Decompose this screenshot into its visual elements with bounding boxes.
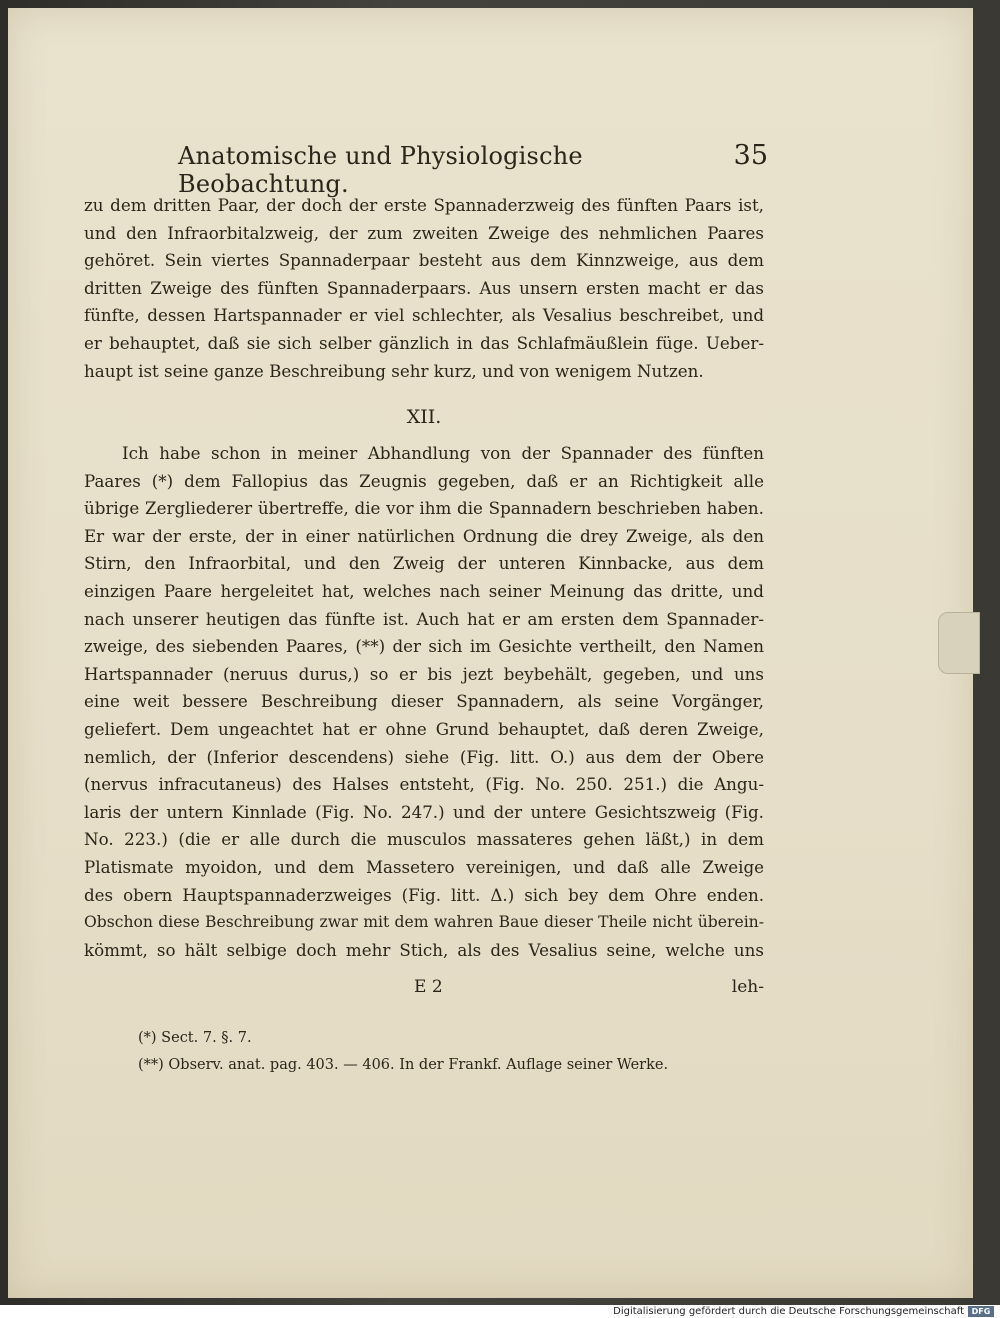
- paragraph-1: [84, 192, 764, 385]
- text-line: nemlich, der (Inferior descendens) siehe (Fig. litt. O.) aus dem der Obere: [84, 746, 764, 767]
- text-line: gehöret. Sein viertes Spannaderpaar besteht aus dem Kinnzweige, aus dem: [84, 250, 764, 271]
- text-line: No. 223.) (die er alle durch die musculos massateres gehen läßt,) in dem: [84, 829, 764, 850]
- text-line: Ich habe schon in meiner Abhandlung von der Spannader des fünften: [122, 443, 764, 463]
- signature-mark: E 2: [414, 977, 443, 997]
- running-title: Anatomische und Physiologische Beobachtung.: [178, 142, 583, 198]
- text-line: Obschon diese Beschreibung zwar mit dem wahren Baue dieser Theile nicht überein-: [84, 913, 764, 932]
- running-header: [178, 140, 768, 198]
- text-line: des obern Hauptspannaderzweiges (Fig. litt. Δ.) sich bey dem Ohre enden.: [84, 884, 764, 905]
- text-line: Paares (*) dem Fallopius das Zeugnis gegeben, daß er an Richtigkeit alle: [84, 470, 764, 491]
- digitization-footer: [0, 1305, 1000, 1318]
- catchword: leh-: [731, 977, 764, 997]
- text-line: Hartspannader (neruus durus,) so er bis jezt beybehält, gegeben, und uns: [84, 663, 764, 684]
- signature-line: [84, 973, 764, 1001]
- text-line: übrige Zergliederer übertreffe, die vor ihm die Spannadern beschrieben haben.: [84, 498, 764, 519]
- text-line: zu dem dritten Paar, der doch der erste Spannaderzweig des fünften Paars ist,: [84, 195, 764, 215]
- text-line: fünfte, dessen Hartspannader er viel schlechter, als Vesalius beschreibet, und: [84, 305, 764, 326]
- funding-credit: Digitalisierung gefördert durch die Deutsche Forschungsgemeinschaft: [613, 1306, 964, 1317]
- text-line: haupt ist seine ganze Beschreibung sehr kurz, und von wenigem Nutzen.: [84, 360, 704, 381]
- dfg-logo: DFG: [968, 1306, 994, 1317]
- footnote-1: (*) Sect. 7. §. 7.: [138, 1030, 252, 1046]
- text-line: Platismate myoidon, und dem Massetero vereinigen, und daß alle Zweige: [84, 856, 764, 877]
- page-number: 35: [733, 140, 768, 171]
- text-line: Stirn, den Infraorbital, und den Zweig der unteren Kinnbacke, aus dem: [84, 553, 764, 574]
- footnote-2: (**) Observ. anat. pag. 403. — 406. In der Frankf. Auflage seiner Werke.: [138, 1057, 669, 1073]
- text-line: nach unserer heutigen das fünfte ist. Auch hat er am ersten dem Spannader-: [84, 608, 764, 629]
- text-line: und den Infraorbitalzweig, der zum zweiten Zweige des nehmlichen Paares: [84, 222, 764, 243]
- paragraph-2: [84, 440, 764, 964]
- section-heading: XII.: [406, 406, 442, 428]
- text-line: dritten Zweige des fünften Spannaderpaars. Aus unsern ersten macht er das: [84, 277, 764, 298]
- text-line: Er war der erste, der in einer natürlichen Ordnung die drey Zweige, als den: [84, 525, 764, 546]
- text-line: kömmt, so hält selbige doch mehr Stich, als des Vesalius seine, welche uns: [84, 939, 764, 960]
- text-line: geliefert. Dem ungeachtet hat er ohne Grund behauptet, daß deren Zweige,: [84, 718, 764, 739]
- text-line: er behauptet, daß sie sich selber gänzlich in das Schlafmäußlein füge. Ueber-: [84, 332, 764, 353]
- text-line: eine weit bessere Beschreibung dieser Spannadern, als seine Vorgänger,: [84, 691, 764, 712]
- text-line: laris der untern Kinnlade (Fig. No. 247.) und der untere Gesichtszweig (Fig.: [84, 801, 764, 822]
- page-edge-tab: [938, 612, 980, 674]
- footnotes: [138, 1025, 758, 1079]
- text-line: einzigen Paare hergeleitet hat, welches nach seiner Meinung das dritte, und: [84, 580, 764, 601]
- text-line: zweige, des siebenden Paares, (**) der sich im Gesichte vertheilt, den Namen: [84, 636, 764, 657]
- text-line: (nervus infracutaneus) des Halses entsteht, (Fig. No. 250. 251.) die Angu-: [84, 774, 764, 795]
